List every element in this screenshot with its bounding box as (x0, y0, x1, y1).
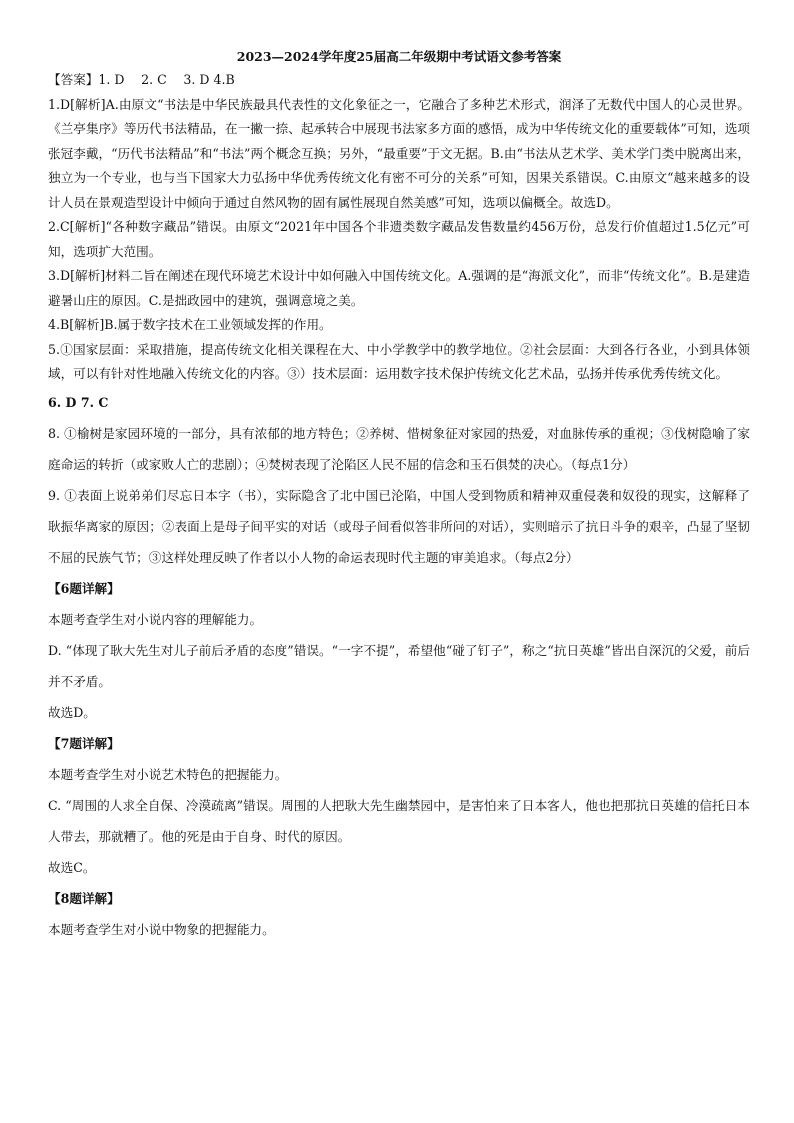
answer-document (48, 48, 750, 945)
answer-summary: 【答案】1. D 2. C 3. D 4.B (48, 72, 235, 87)
detail-6-line: 故选D。 (48, 704, 96, 720)
detail-8-line: 本题考查学生对小说中物象的把握能力。 (48, 921, 275, 937)
answer-item-9: 9. ①表面上说弟弟们尽忘日本字（书），实际隐含了北中国已沦陷，中国人受到物质和精神双重侵袭和奴役的现实，这解释了耿振华离家的原因；②表面上是母子间平实的对话（或母子间看似答非所问的对话），实则暗示了抗日斗争的艰辛，凸显了坚韧不屈的民族气节；③这样处理反映了作者以小人物的命运表现时代主题的审美追求。（每点2分） (48, 487, 750, 565)
answer-item-8: 8. ①榆树是家园环境的一部分，具有浓郁的地方特色；②养树、惜树象征对家园的热爱，对血脉传承的重视；③伐树隐喻了家庭命运的转折（或家败人亡的悲剧）；④焚树表现了沦陷区人民不屈的信念和玉石俱焚的决心。（每点1分） (48, 425, 750, 472)
detail-6-line: 本题考查学生对小说内容的理解能力。 (48, 611, 263, 627)
answer-item-6-7: 6. D 7. C (48, 394, 109, 410)
detail-7-line: 故选C。 (48, 859, 96, 875)
detail-6-line: D. “体现了耿大先生对儿子前后矛盾的态度”错误。“一字不提”，希望他“碰了钉子”，称之“抗日英雄”皆出自深沉的父爱，前后并不矛盾。 (48, 642, 750, 689)
answer-item-1: 1.D[解析]A.由原文“书法是中华民族最具代表性的文化象征之一，它融合了多种艺术形式，润泽了无数代中国人的心灵世界。《兰亭集序》等历代书法精品，在一撇一捺、起承转合中展现书法家多方面的感悟，成为中华传统文化的重要载体”可知，选项张冠李戴，“历代书法精品”和“书法”两个概念互换；另外，“最重要”于文无据。B.由“书法从艺术学、美术学门类中脱离出来，独立为一个专业，也与当下国家大力弘扬中华优秀传统文化有密不可分的关系”可知，因果关系错误。C.由原文“越来越多的设计人员在景观造型设计中倾向于通过自然风物的固有属性展现自然美感”可知，选项以偏概全。故选D。 (48, 96, 750, 210)
answer-item-3: 3.D[解析]材料二旨在阐述在现代环境艺术设计中如何融入中国传统文化。A.强调的是“海派文化”，而非“传统文化”。B.是建造避暑山庄的原因。C.是拙政园中的建筑，强调意境之美。 (48, 268, 750, 308)
detail-7-line: 本题考查学生对小说艺术特色的把握能力。 (48, 766, 288, 782)
document-title: 2023—2024学年度25届高二年级期中考试语文参考答案 (236, 49, 562, 64)
detail-heading-7: 【7题详解】 (48, 735, 120, 751)
answer-item-2: 2.C[解析]“各种数字藏品”错误。由原文“2021年中国各个非遗类数字藏品发售数量约456万份，总发行价值超过1.5亿元”可知，选项扩大范围。 (48, 219, 750, 259)
detail-heading-8: 【8题详解】 (48, 890, 120, 906)
detail-7-line: C. “周围的人求全自保、冷漠疏离”错误。周围的人把耿大先生幽禁园中，是害怕来了日本客人，他也把那抗日英雄的信托日本人带去，那就糟了。他的死是由于自身、时代的原因。 (48, 797, 750, 844)
detail-heading-6: 【6题详解】 (48, 580, 120, 596)
answer-item-5: 5.①国家层面：采取措施，提高传统文化相关课程在大、中小学教学中的教学地位。②社会层面：大到各行各业，小到具体领域，可以有针对性地融入传统文化的内容。③）技术层面：运用数字技术保护传统文化艺术品，弘扬并传承优秀传统文化。 (48, 341, 750, 381)
answer-item-4: 4.B[解析]B.属于数字技术在工业领域发挥的作用。 (48, 317, 332, 332)
